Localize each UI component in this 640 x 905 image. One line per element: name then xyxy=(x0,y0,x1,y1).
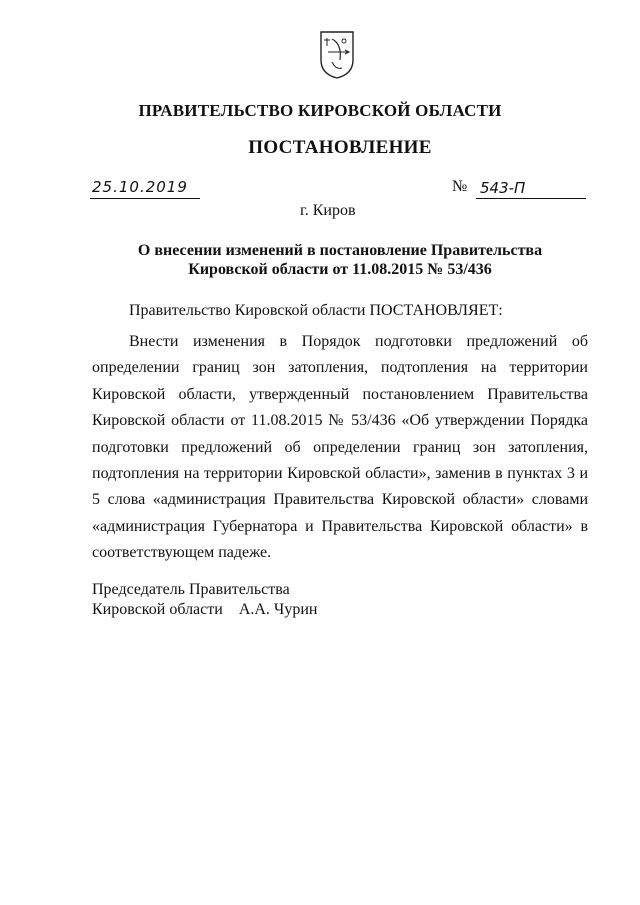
subject-line-2: Кировской области от 11.08.2015 № 53/436 xyxy=(188,261,492,278)
city: г. Киров xyxy=(300,202,356,219)
document-subject xyxy=(0,241,640,279)
number-label: № xyxy=(452,178,468,195)
document-type-title: ПОСТАНОВЛЕНИЕ xyxy=(248,137,432,158)
body-paragraph: Внести изменения в Порядок подготовки предложений об определении границ зон затопления, подтопления на территории Кировской области, утвержденный постановлением Правительства Кировской области от 11.08.2015 № 53/436 «Об утверждении Порядка подготовки предложений об определении границ зон затопления, подтопления на территории Кировской области», заменив в пунктах 3 и 5 слова «администрация Правительства Кировской области» словами «администрация Губернатора и Правительства Кировской области» в соответствующем падеже. xyxy=(92,333,588,562)
document-number: 543-П xyxy=(480,179,526,197)
coat-of-arms-icon xyxy=(318,30,356,80)
organization-title: ПРАВИТЕЛЬСТВО КИРОВСКОЙ ОБЛАСТИ xyxy=(138,101,502,120)
signatory-title-line-2 xyxy=(92,600,317,620)
document-date: 25.10.2019 xyxy=(92,178,188,196)
number-underline xyxy=(476,198,586,199)
subject-line-1: О внесении изменений в постановление Правительства xyxy=(137,242,543,259)
signatory-title-region: Кировской области xyxy=(92,601,223,618)
date-underline xyxy=(90,198,200,199)
decree-statement: Правительство Кировской области ПОСТАНОВЛЯЕТ: xyxy=(129,302,503,319)
signatory-name: А.А. Чурин xyxy=(238,601,318,618)
signatory-title-line-1: Председатель Правительства xyxy=(92,581,290,598)
signature-block xyxy=(92,580,317,620)
